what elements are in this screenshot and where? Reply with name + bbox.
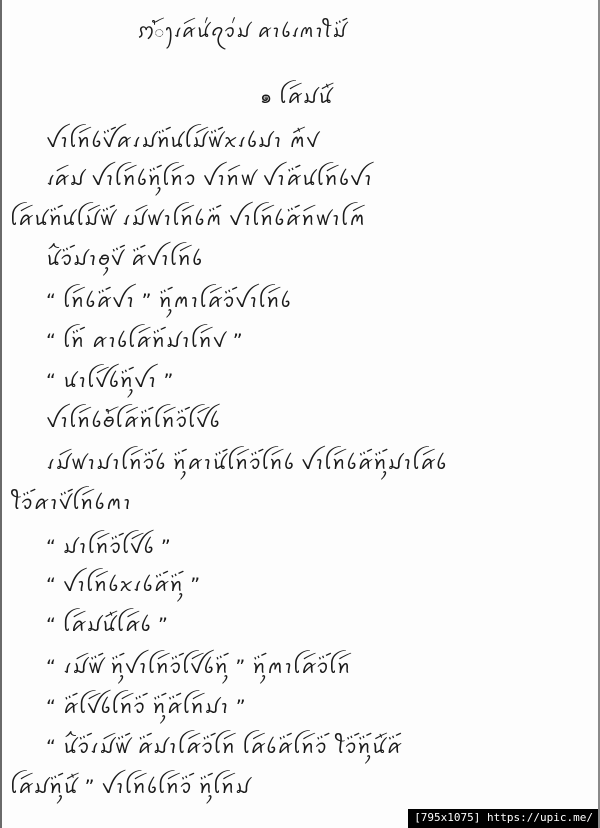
- text-line: “ ꪶꪀꪷꪉꪁꪾꪜꪱ ” ꪀꪴꪾꪔꪱꪶꪁꪷꪫꪾꪜꪱꪶꪀꪷꪉ: [46, 290, 292, 312]
- document-title: ꩀꪳꫂꪹꪁꪷꪙ꪿ꪖꪫ꪿ꪣ ꪁꪱꪉꪹꪔꪱꪻꪣꪾ: [138, 21, 347, 42]
- text-line: “ ꪹꪣꪷꪝꪾ ꪀꪴꪾꪜꪱꪶꪀꪷꪫꪾꪶꪜꪷꪉꪀꪴꪾ ” ꪀꪴꪾꪔꪱꪶꪁꪷꪫꪾꪶꪀꪷ: [46, 656, 352, 678]
- text-line: ꪶꪁꪷꪣꪀꪴꪾꪙꪸ ” ꪜꪱꪶꪀꪷꪉꪶꪀꪷꪫꪾ ꪀꪴꪾꪶꪀꪷꪣ: [10, 776, 251, 798]
- section-heading: ๑ ꪶꪁꪷꪣꪙꪸ: [260, 86, 333, 108]
- text-line: ꪙꪲꪫꪾꪣꪱꪮꪴꪚꪾ ꪁꪾꪜꪱꪶꪀꪷꪉ: [46, 248, 203, 270]
- text-line: “ ꪶꪁꪷꪣꪙꪸꪶꪁꪷꪉ ”: [46, 614, 169, 636]
- text-line: “ ꪙꪱꪶꪜꪷꪉꪀꪴꪾꪜꪱ ”: [46, 370, 174, 392]
- text-line: ꪹꪁꪷꪣ ꪜꪱꪶꪀꪷꪉꪀꪴꪾꪶꪀꪷꪫ ꪜꪱꪀꪷꪝ ꪜꪱꪁꪾꪙꪶꪀꪷꪉꪜꪱ: [46, 168, 373, 190]
- watermark-label: [795x1075] https://upic.me/: [408, 809, 598, 828]
- text-line: ꪜꪱꪶꪀꪷꪉꪜꪾꪁꪹꪣꪀꪾꪙꪶꪣꪷꪝꪾꪎꪹꪉꪣꪱ ꪔꪸꪚ: [46, 130, 320, 152]
- text-line: “ ꪁꪾꪶꪜꪷꪉꪶꪀꪷꪫꪾ ꪀꪴꪾꪁꪾꪶꪀꪷꪣꪱ ”: [46, 696, 247, 718]
- text-line: “ ꪣꪱꪶꪀꪷꪫꪾꪶꪜꪷꪉ ”: [46, 536, 172, 558]
- text-line: “ ꪶꪀꪾ ꪁꪱꪉꪶꪁꪷꪀꪾꪣꪱꪶꪀꪷꪚ ”: [46, 330, 244, 352]
- text-line: ꪶꪁꪷꪙꪀꪾꪙꪶꪣꪷꪝꪾ ꪹꪣꪷꪝꪱꪶꪀꪷꪉꪔꪾ ꪜꪱꪶꪀꪷꪉꪁꪾꪀꪷꪝꪱꪶꪔꪷ: [10, 208, 366, 230]
- text-line: ꪻꪫꪾꪁꪱꪚꪾꪶꪀꪷꪉꪔꪱ: [10, 492, 132, 514]
- text-line: “ ꪜꪱꪶꪀꪷꪉꪎꪹꪉꪁꪾꪀꪴꪾ ”: [46, 574, 201, 596]
- text-line: ꪜꪱꪶꪀꪷꪉꪮꪳꪶꪁꪷꪀꪾꪶꪀꪷꪫꪾꪶꪜꪷꪉ: [46, 410, 221, 432]
- text-line: “ ꪙꪲꪫꪾꪹꪣꪷꪝꪾ ꪁꪾꪣꪱꪶꪁꪷꪫꪾꪶꪀꪷ ꪶꪁꪷꪉꪁꪾꪶꪀꪷꪫꪾ ꪻꪫꪾꪀꪴꪾꪙꪸꪁꪾ: [46, 736, 403, 758]
- text-line: ꪹꪣꪷꪝꪱꪣꪱꪶꪀꪷꪫꪾꪉ ꪀꪴꪾꪁꪱꪙꪾꪶꪀꪷꪫꪾꪶꪀꪷꪉ ꪜꪱꪶꪀꪷꪉꪁꪾꪀꪴꪾꪣꪱꪶꪁꪷꪉ: [46, 452, 447, 474]
